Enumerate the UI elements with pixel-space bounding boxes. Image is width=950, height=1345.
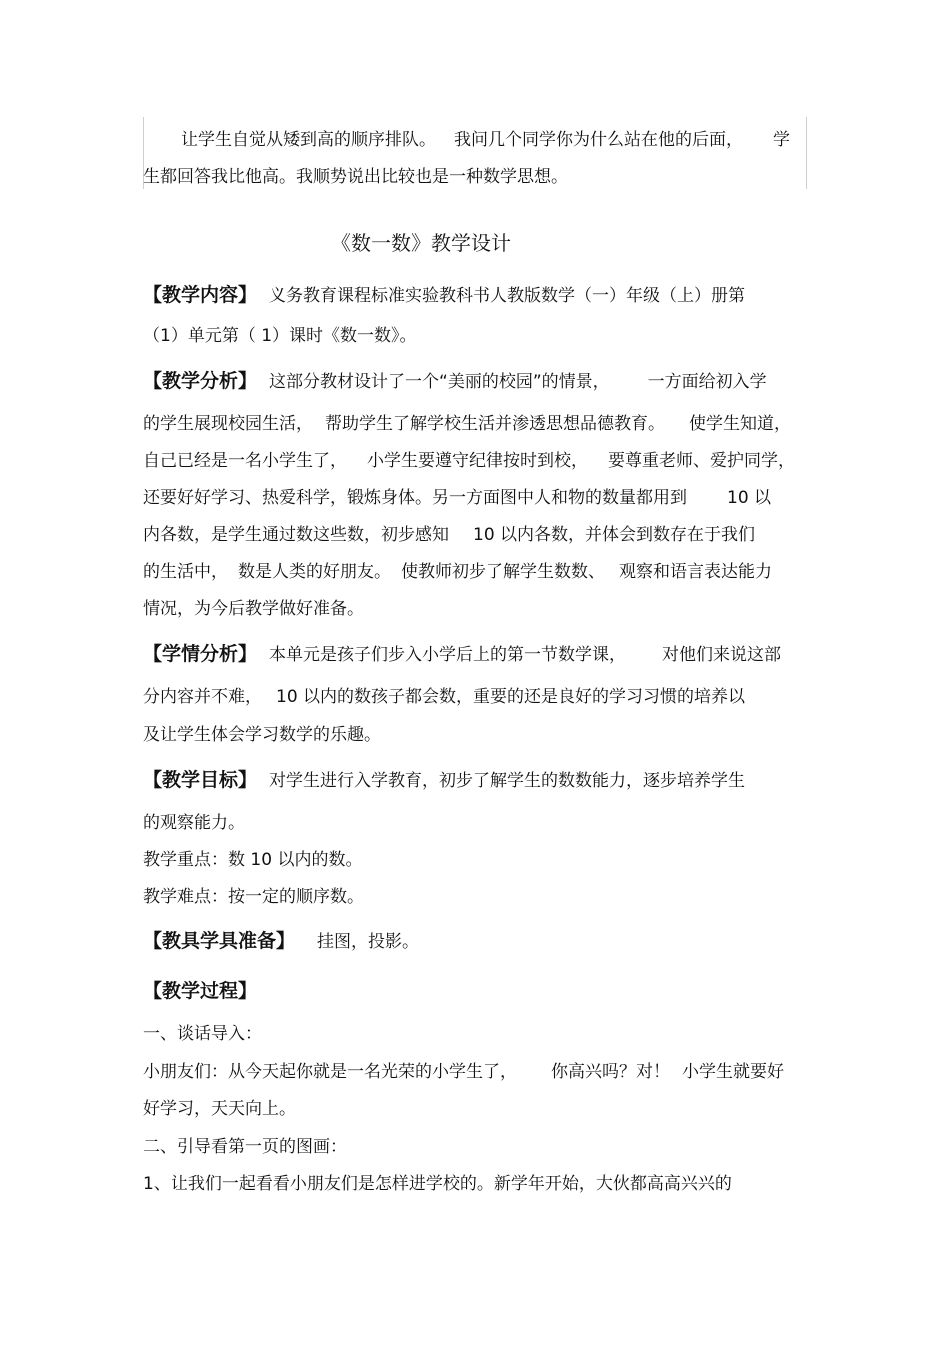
analysis-line-7: 情况，为今后教学做好准备。 <box>143 599 364 619</box>
content-text: 义务教育课程标准实验教科书人教版数学（一）年级（上）册第 <box>269 286 746 306</box>
content-line-2: （1）单元第（ 1）课时《数一数》。 <box>143 326 417 346</box>
content-line-1 <box>143 284 745 307</box>
analysis-text: 要尊重老师、爱护同学， <box>608 451 795 471</box>
section-heading: 【教具学具准备】 <box>143 930 296 952</box>
students-line-1 <box>143 643 781 666</box>
analysis-text: 自己已经是一名小学生了， <box>143 451 347 471</box>
section-heading: 【教学内容】 <box>143 284 258 306</box>
analysis-text: 还要好好学习、热爱科学，锻炼身体。另一方面图中人和物的数量都用到 <box>143 488 687 508</box>
analysis-line-2 <box>143 413 791 435</box>
analysis-line-5 <box>143 524 755 546</box>
process-text: 小学生就要好 <box>682 1062 784 1082</box>
analysis-line-1 <box>143 370 767 393</box>
process-talk-line-2: 好学习，天天向上。 <box>143 1099 296 1119</box>
analysis-text: 这部分教材设计了一个“美丽的校园”的情景， <box>269 372 610 392</box>
process-talk-line-1 <box>143 1061 784 1083</box>
analysis-text: 观察和语言表达能力 <box>619 562 772 582</box>
students-line-2 <box>143 686 745 708</box>
section-heading: 【教学分析】 <box>143 370 258 392</box>
analysis-text: 帮助学生了解学校生活并渗透思想品德教育。 <box>325 414 665 434</box>
students-text: 分内容并不难， <box>143 687 262 707</box>
process-step-1: 一、谈话导入： <box>143 1024 262 1044</box>
tools-text: 挂图，投影。 <box>317 932 420 952</box>
section-heading: 【学情分析】 <box>143 643 258 665</box>
intro-text: 让学生自觉从矮到高的顺序排队。 <box>181 130 436 150</box>
analysis-text: 内各数，是学生通过数这些数，初步感知 <box>143 525 449 545</box>
tools-line <box>143 930 419 953</box>
analysis-text: 使教师初步了解学生数数、 <box>401 562 605 582</box>
section-heading: 【教学目标】 <box>143 769 258 791</box>
section-heading: 【教学过程】 <box>143 980 258 1002</box>
process-step-2: 二、引导看第一页的图画： <box>143 1137 347 1157</box>
goals-line-2: 的观察能力。 <box>143 813 245 833</box>
analysis-text: 10 以内各数，并体会到数存在于我们 <box>473 525 756 545</box>
analysis-text: 小学生要遵守纪律按时到校， <box>367 451 588 471</box>
goals-text: 对学生进行入学教育，初步了解学生的数数能力，逐步培养学生 <box>269 771 746 791</box>
analysis-text: 的生活中， <box>143 562 228 582</box>
process-text: 小朋友们：从今天起你就是一名光荣的小学生了， <box>143 1062 517 1082</box>
key-point: 教学重点：数 10 以内的数。 <box>143 850 363 870</box>
goals-line-1 <box>143 769 745 792</box>
students-text: 对他们来说这部 <box>662 645 782 665</box>
intro-text: 我问几个同学你为什么站在他的后面， <box>454 130 743 150</box>
intro-line-2: 生都回答我比他高。我顺势说出比较也是一种数学思想。 <box>143 167 568 187</box>
students-text: 10 以内的数孩子都会数，重要的还是良好的学习习惯的培养以 <box>276 687 746 707</box>
students-text: 本单元是孩子们步入小学后上的第一节数学课， <box>269 645 627 665</box>
analysis-text: 使学生知道， <box>689 414 791 434</box>
document-title: 《数一数》教学设计 <box>331 231 511 255</box>
intro-text: 学 <box>773 130 790 150</box>
analysis-text: 一方面给初入学 <box>647 372 767 392</box>
difficult-point: 教学难点：按一定的顺序数。 <box>143 887 364 907</box>
analysis-text: 的学生展现校园生活， <box>143 414 313 434</box>
intro-line-1 <box>181 129 790 151</box>
analysis-line-6 <box>143 561 772 583</box>
analysis-text: 10 以 <box>727 488 772 508</box>
process-item-1: 1、让我们一起看看小朋友们是怎样进学校的。新学年开始，大伙都高高兴兴的 <box>143 1174 732 1194</box>
analysis-text: 数是人类的好朋友。 <box>238 562 391 582</box>
analysis-line-3 <box>143 450 795 472</box>
process-heading <box>143 980 257 1003</box>
process-text: 你高兴吗？对！ <box>551 1062 670 1082</box>
students-line-3: 及让学生体会学习数学的乐趣。 <box>143 725 381 745</box>
analysis-line-4 <box>143 487 771 509</box>
